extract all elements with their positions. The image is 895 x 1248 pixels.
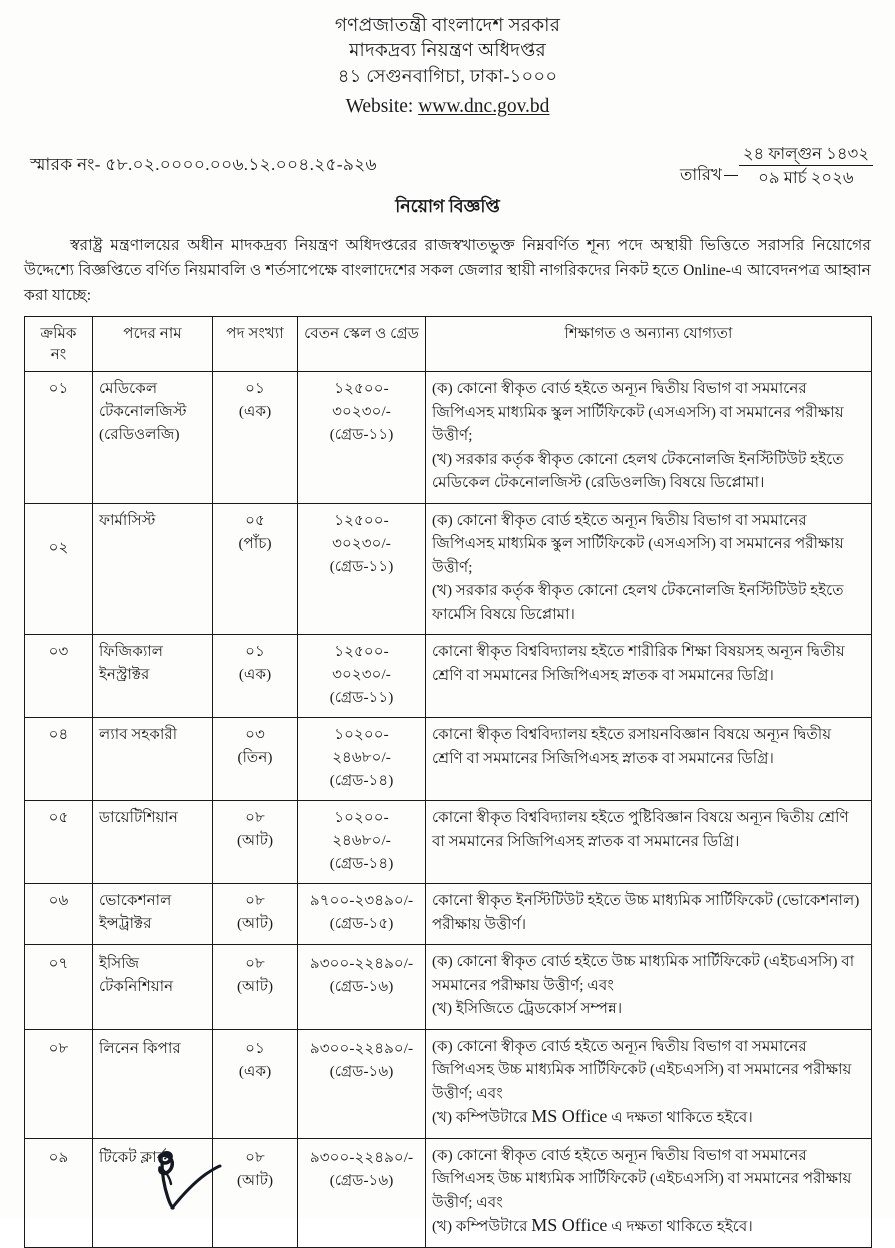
qualification-clause-b: (খ) সরকার কর্তৃক স্বীকৃত কোনো হেলথ টেকনোলজি ইনস্টিটিউট হইতে ফার্মেসি বিষয়ে ডিপ্লোমা। — [432, 582, 844, 623]
count-number: ০১ — [245, 643, 265, 660]
pay-line-2: ৩০২৩০/- — [332, 534, 391, 552]
clause-b-prefix: (খ) কম্পিউটারে — [432, 1218, 532, 1235]
memo-date-row — [0, 142, 895, 200]
org-name-department: মাদকদ্রব্য নিয়ন্ত্রণ অধিদপ্তর — [349, 41, 546, 61]
count-word: (আট) — [236, 832, 274, 849]
cell-pay-scale — [298, 718, 426, 801]
pay-grade: (গ্রেড-১৫) — [329, 915, 394, 932]
cell-post-count — [213, 372, 298, 504]
count-number: ০৮ — [245, 892, 265, 909]
pay-line-2: ৩০২৩০/- — [332, 403, 391, 420]
date-label: তারিখ — [680, 165, 722, 184]
pay-line-1: ৯৩০০-২২৪৯০/- — [309, 1148, 414, 1166]
website-url[interactable]: www.dnc.gov.bd — [418, 96, 550, 117]
pay-line-1: ৯৩০০-২২৪৯০/- — [309, 955, 414, 972]
pay-line-2: ২৪৬৮০/- — [332, 832, 391, 849]
qualification-clause-a: (ক) কোনো স্বীকৃত বোর্ড হইতে উচ্চ মাধ্যমিক সার্টিফিকেট (এইচএসসি) বা সমমানের পরীক্ষায় উত্তীর্ণ; এবং — [432, 953, 855, 994]
cell-serial: ০৩ — [25, 635, 93, 718]
qualification-clause-a: কোনো স্বীকৃত ইনস্টিটিউট হইতে উচ্চ মাধ্যমিক সার্টিফিকেট (ভোকেশনাল) পরীক্ষায় উত্তীর্ণ। — [432, 892, 860, 933]
cell-serial: ০২ — [25, 503, 93, 635]
date-english: ০৯ মার্চ ২০২৬ — [758, 168, 854, 187]
table-header-row — [25, 317, 872, 372]
cell-serial: ০৯ — [25, 1138, 93, 1247]
qualification-clause-a: (ক) কোনো স্বীকৃত বোর্ড হইতে অন্যূন দ্বিতীয় বিভাগ বা সমমানের জিপিএসহ মাধ্যমিক স্কুল সার্টিফিকেট (এসএসসি) বা সমমানের পরীক্ষায় উত্তীর্ণ; — [432, 511, 844, 576]
page-title: নিয়োগ বিজ্ঞপ্তি — [395, 196, 500, 216]
cell-post-name: ইসিজি টেকনিশিয়ান — [93, 945, 213, 1030]
cell-post-name: ল্যাব সহকারী — [93, 718, 213, 801]
date-dash — [724, 175, 738, 176]
column-header-post-count: পদ সংখ্যা — [213, 317, 298, 372]
cell-qualification — [426, 884, 872, 945]
qualification-clause-a: (ক) কোনো স্বীকৃত বোর্ড হইতে অন্যূন দ্বিতীয় বিভাগ বা সমমানের জিপিএসহ উচ্চ মাধ্যমিক সার্টিফিকেট (এইচএসসি) বা সমমানের পরীক্ষায় উত্তীর্ণ; এবং — [432, 1146, 852, 1211]
cell-post-name: ডায়েটিশিয়ান — [93, 801, 213, 884]
pay-line-1: ১২৫০০- — [334, 643, 389, 660]
table-row — [25, 1029, 872, 1138]
count-word: (এক) — [238, 403, 272, 420]
qualification-clause-a: (ক) কোনো স্বীকৃত বোর্ড হইতে অন্যূন দ্বিতীয় বিভাগ বা সমমানের জিপিএসহ উচ্চ মাধ্যমিক সার্টিফিকেট (এইচএসসি) বা সমমানের পরীক্ষায় উত্তীর্ণ; এবং — [432, 1037, 852, 1102]
pay-grade: (গ্রেড-১৪) — [329, 772, 394, 789]
qualification-clause-a: কোনো স্বীকৃত বিশ্ববিদ্যালয় হইতে পুষ্টিবিজ্ঞান বিষয়ে অন্যূন দ্বিতীয় শ্রেণি বা সমমানের সিজিপিএসহ স্নাতক বা সমমানের ডিগ্রি। — [432, 809, 849, 850]
column-header-qualification: শিক্ষাগত ও অন্যান্য যোগ্যতা — [426, 317, 872, 372]
letterhead — [0, 0, 895, 122]
qualification-clause-b: (খ) ইসিজিতে ট্রেডকোর্স সম্পন্ন। — [432, 1000, 623, 1017]
cell-post-name: লিনেন কিপার — [93, 1029, 213, 1138]
cell-serial: ০৬ — [25, 884, 93, 945]
pay-grade: (গ্রেড-১৬) — [329, 978, 394, 995]
cell-post-name: মেডিকেল টেকনোলজিস্ট (রেডিওলজি) — [93, 372, 213, 504]
table-row — [25, 503, 872, 635]
count-word: (এক) — [238, 1062, 272, 1080]
table-row — [25, 1138, 872, 1247]
cell-pay-scale — [298, 635, 426, 718]
cell-qualification — [426, 1029, 872, 1138]
intro-paragraph: স্বরাষ্ট্র মন্ত্রণালয়ের অধীন মাদকদ্রব্য নিয়ন্ত্রণ অধিদপ্তরের রাজস্বখাতভুক্ত নিম্নবর্ণিত শূন্য পদে অস্থায়ী ভিত্তিতে সরাসরি নিয়োগের উদ্দেশ্যে বিজ্ঞপ্তিতে বর্ণিত নিয়মাবলি ও শর্তসাপেক্ষে বাংলাদেশের সকল জেলার স্থায়ী নাগরিকদের নিকট হতে Online-এ আবেদনপত্র আহ্বান করা যাচ্ছে: — [24, 237, 871, 304]
cell-qualification — [426, 1138, 872, 1247]
cell-pay-scale — [298, 884, 426, 945]
cell-serial: ০৪ — [25, 718, 93, 801]
column-header-post-name: পদের নাম — [93, 317, 213, 372]
column-header-pay-scale: বেতন স্কেল ও গ্রেড — [298, 317, 426, 372]
count-word: (আট) — [236, 915, 274, 932]
cell-post-count — [213, 945, 298, 1030]
cell-qualification — [426, 503, 872, 635]
table-row — [25, 945, 872, 1030]
pay-grade: (গ্রেড-১৪) — [329, 855, 394, 872]
date-bangla: ২৪ ফাল্গুন ১৪৩২ — [739, 144, 873, 166]
memo-number: স্মারক নং- ৫৮.০২.০০০০.০০৬.১২.০০৪.২৫-৯২৬ — [30, 155, 377, 174]
pay-line-2: ৩০২৩০/- — [332, 666, 391, 683]
cell-serial: ০৭ — [25, 945, 93, 1030]
count-number: ০৩ — [245, 726, 265, 743]
cell-pay-scale — [298, 1029, 426, 1138]
cell-qualification — [426, 635, 872, 718]
count-number: ০১ — [245, 380, 265, 397]
column-header-serial: ক্রমিক নং — [25, 317, 93, 372]
qualification-clause-a: কোনো স্বীকৃত বিশ্ববিদ্যালয় হইতে রসায়নবিজ্ঞান বিষয়ে অন্যূন দ্বিতীয় শ্রেণি বা সমমানের সিজিপিএসহ স্নাতক বা সমমানের ডিগ্রি। — [432, 726, 832, 767]
cell-pay-scale — [298, 372, 426, 504]
pay-line-1: ১০২০০- — [334, 809, 389, 826]
count-word: (পাঁচ) — [238, 534, 272, 552]
cell-pay-scale — [298, 945, 426, 1030]
org-name-government: গণপ্রজাতন্ত্রী বাংলাদেশ সরকার — [334, 16, 561, 36]
table-row — [25, 635, 872, 718]
count-word: (তিন) — [237, 749, 273, 766]
pay-grade: (গ্রেড-১১) — [329, 557, 394, 575]
vacancy-table — [24, 316, 872, 1248]
cell-pay-scale — [298, 503, 426, 635]
date-block — [680, 144, 873, 189]
cell-post-count — [213, 635, 298, 718]
table-row — [25, 372, 872, 504]
cell-post-name: ফিজিক্যাল ইনস্ট্রাক্টর — [93, 635, 213, 718]
pay-line-2: ২৪৬৮০/- — [332, 749, 391, 766]
cell-serial: ০১ — [25, 372, 93, 504]
count-number: ০৮ — [245, 1148, 265, 1166]
pay-line-1: ১২৫০০- — [334, 380, 389, 397]
qualification-clause-b — [432, 1105, 865, 1130]
date-stack — [739, 144, 873, 189]
count-word: (এক) — [238, 666, 272, 683]
count-number: ০৮ — [245, 809, 265, 826]
qualification-clause-a: (ক) কোনো স্বীকৃত বোর্ড হইতে অন্যূন দ্বিতীয় বিভাগ বা সমমানের জিপিএসহ মাধ্যমিক স্কুল সার্টিফিকেট (এসএসসি) বা সমমানের পরীক্ষায় উত্তীর্ণ; — [432, 380, 844, 444]
org-address: ৪১ সেগুনবাগিচা, ঢাকা-১০০০ — [337, 66, 558, 86]
pay-grade: (গ্রেড-১১) — [329, 689, 394, 706]
pay-line-1: ১০২০০- — [334, 726, 389, 743]
cell-post-count — [213, 1138, 298, 1247]
cell-post-count — [213, 884, 298, 945]
table-row — [25, 884, 872, 945]
pay-line-1: ৯৭০০-২৩৪৯০/- — [309, 892, 414, 909]
count-word: (আট) — [236, 978, 274, 995]
cell-qualification — [426, 945, 872, 1030]
cell-post-name: ভোকেশনাল ইন্সট্রাক্টর — [93, 884, 213, 945]
clause-b-suffix: এ দক্ষতা থাকিতে হইবে। — [607, 1109, 753, 1126]
ms-office-label: MS Office — [531, 1106, 608, 1126]
count-number: ০৮ — [245, 955, 265, 972]
count-number: ০৫ — [245, 511, 265, 529]
cell-post-count — [213, 801, 298, 884]
cell-serial: ০৫ — [25, 801, 93, 884]
pay-grade: (গ্রেড-১১) — [329, 426, 394, 443]
cell-qualification — [426, 718, 872, 801]
clause-b-prefix: (খ) কম্পিউটারে — [432, 1109, 532, 1126]
clause-b-suffix: এ দক্ষতা থাকিতে হইবে। — [607, 1218, 753, 1235]
ms-office-label: MS Office — [531, 1215, 608, 1235]
count-word: (আট) — [236, 1171, 274, 1189]
qualification-clause-a: কোনো স্বীকৃত বিশ্ববিদ্যালয় হইতে শারীরিক শিক্ষা বিষয়সহ অন্যূন দ্বিতীয় শ্রেণি বা সমমানের সিজিপিএসহ স্নাতক বা সমমানের ডিগ্রি। — [432, 643, 845, 684]
pay-grade: (গ্রেড-১৬) — [329, 1062, 394, 1080]
cell-qualification — [426, 372, 872, 504]
cell-serial: ০৮ — [25, 1029, 93, 1138]
cell-post-name: ফার্মাসিস্ট — [93, 503, 213, 635]
cell-post-name: টিকেট ক্লার্ক — [93, 1138, 213, 1247]
count-number: ০১ — [245, 1039, 265, 1057]
qualification-clause-b: (খ) সরকার কর্তৃক স্বীকৃত কোনো হেলথ টেকনোলজি ইনস্টিটিউট হইতে মেডিকেল টেকনোলজিস্ট (রেডিওলজি) বিষয়ে ডিপ্লোমা। — [432, 450, 844, 491]
cell-post-count — [213, 1029, 298, 1138]
cell-post-count — [213, 503, 298, 635]
pay-line-1: ৯৩০০-২২৪৯০/- — [309, 1039, 414, 1057]
cell-pay-scale — [298, 801, 426, 884]
pay-line-1: ১২৫০০- — [334, 511, 389, 529]
website-line — [0, 92, 895, 122]
cell-pay-scale — [298, 1138, 426, 1247]
website-label: Website: — [345, 96, 414, 117]
cell-qualification — [426, 801, 872, 884]
table-row — [25, 801, 872, 884]
pay-grade: (গ্রেড-১৬) — [329, 1171, 394, 1189]
table-row — [25, 718, 872, 801]
cell-post-count — [213, 718, 298, 801]
